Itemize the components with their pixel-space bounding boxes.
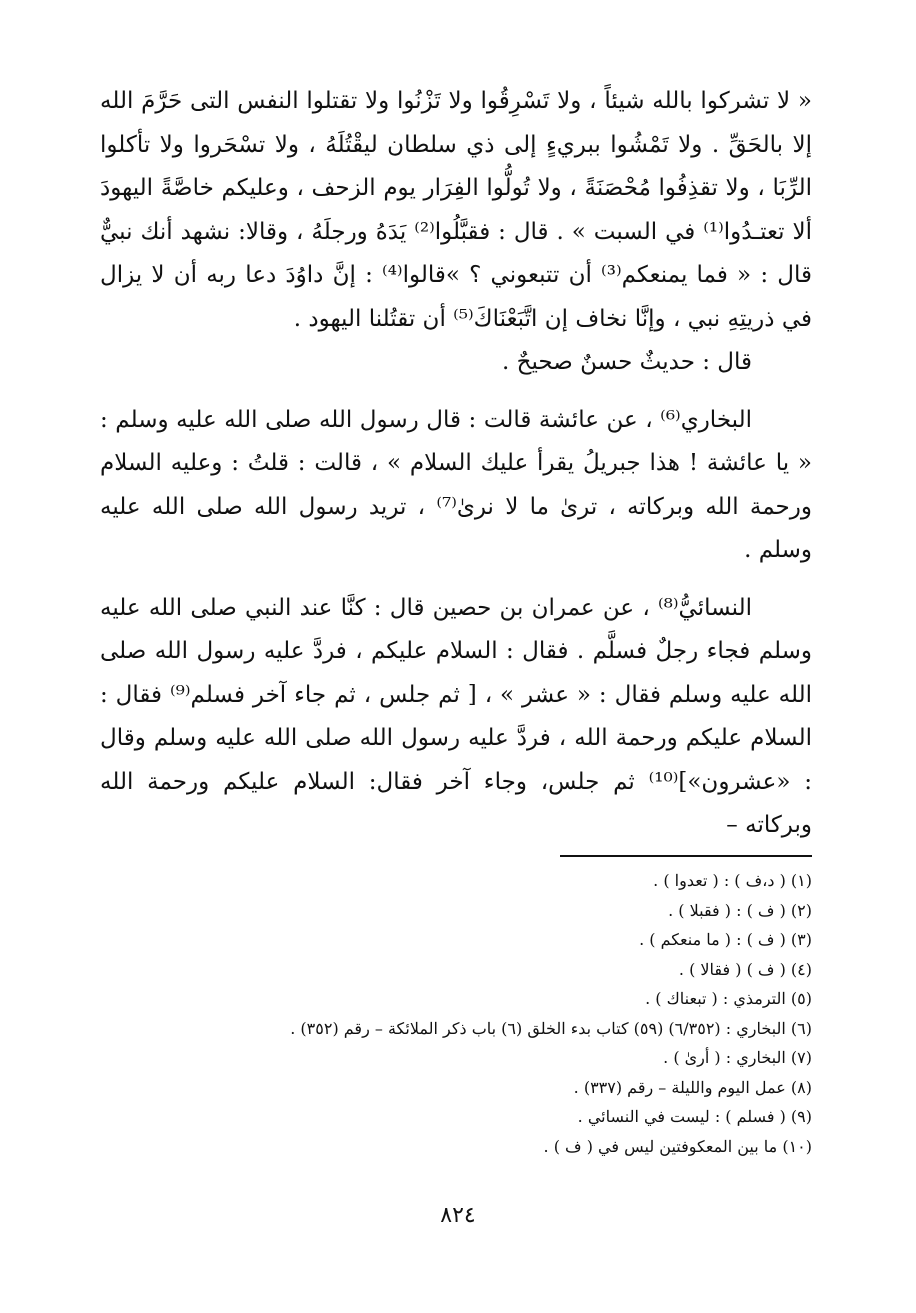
footnote-item: (٢) ( ف ) : ( فقبلا ) . — [668, 900, 812, 920]
main-text — [100, 80, 812, 848]
footnote-item: (١) ( د،ف ) : ( تعدوا ) . — [653, 871, 812, 890]
footnote-item: (٥) الترمذي : ( تبعناك ) . — [645, 989, 812, 1008]
footnote-item: (٦) البخاري : (٦/٣٥٢) (٥٩) كتاب بدء الخلق (٦) باب ذكر الملائكة – رقم (٣٥٢) . — [290, 1018, 812, 1038]
footnote-item: (٣) ( ف ) : ( ما منعكم ) . — [639, 930, 812, 949]
paragraph-nasai: النسائيُّ⁽⁸⁾ ، عن عمران بن حصين قال : كنَّا عند النبي صلى الله عليه وسلم فجاء رجلٌ فسلَّم . فقال : السلام عليكم ، فردَّ عليه رسول الله صلى الله عليه وسلم فقال : « عشر » ، [ ثم جلس ، ثم جاء آخر فسلم⁽⁹⁾ فقال : السلام عليكم ورحمة الله ، فردَّ عليه رسول الله صلى الله عليه وسلم وقال : «عشرون»]⁽¹⁰⁾ ثم جلس، وجاء آخر فقال: السلام عليكم ورحمة الله وبركاته – — [100, 594, 813, 838]
footnote-item: (٧) البخاري : ( أرىٰ ) . — [663, 1048, 812, 1067]
page-number: ٨٢٤ — [440, 1203, 476, 1228]
footnote-divider — [560, 855, 812, 857]
footnote-item: (٨) عمل اليوم والليلة – رقم (٣٣٧) . — [573, 1077, 812, 1097]
paragraph-hadith-1: « لا تشركوا بالله شيئاً ، ولا تَسْرِقُوا ولا تَزْنُوا ولا تقتلوا النفس التى حَرَّمَ الله إلا بالحَقِّ . ولا تَمْشُوا ببريءٍ إلى ذي سلطان ليقْتُلَهُ ، ولا تسْحَروا ولا تأكلوا الرِّبَا ، ولا تقذِفُوا مُحْصَنَةً ، ولا تُولُّوا الفِرَار يوم الزحف ، وعليكم خاصَّةً اليهودَ ألا تعتـدُوا⁽¹⁾ في السبت » . قال : فقبَّلُوا⁽²⁾ يَدَهُ ورجلَهُ ، وقالا: نشهد أنك نبيٌّ قال : « فما يمنعكم⁽³⁾ أن تتبعوني ؟ »قالوا⁽⁴⁾ : إنَّ داوُدَ دعا ربه أن لا يزال في ذريتِهِ نبي ، وإنَّا نخاف إن اتَّبَعْنَاكَ⁽⁵⁾ أن تقتُلنا اليهود . — [100, 88, 812, 332]
footnote-item: (٩) ( فسلم ) : ليست في النسائي . — [577, 1107, 812, 1126]
footnote-item: (١٠) ما بين المعكوفتين ليس في ( ف ) . — [543, 1136, 812, 1156]
paragraph-grading: قال : حديثٌ حسنٌ صحيحٌ . — [501, 349, 752, 375]
footnote-item: (٤) ( ف ) ( فقالا ) . — [678, 959, 812, 979]
paragraph-bukhari: البخاري⁽⁶⁾ ، عن عائشة قالت : قال رسول الله صلى الله عليه وسلم : « يا عائشة ! هذا جبريلُ يقرأ عليك السلام » ، قالت : قلتُ : وعليه السلام ورحمة الله وبركاته ، ترىٰ ما لا نرىٰ⁽⁷⁾ ، تريد رسول الله صلى الله عليه وسلم . — [100, 406, 812, 563]
footnotes-list — [100, 866, 812, 1161]
